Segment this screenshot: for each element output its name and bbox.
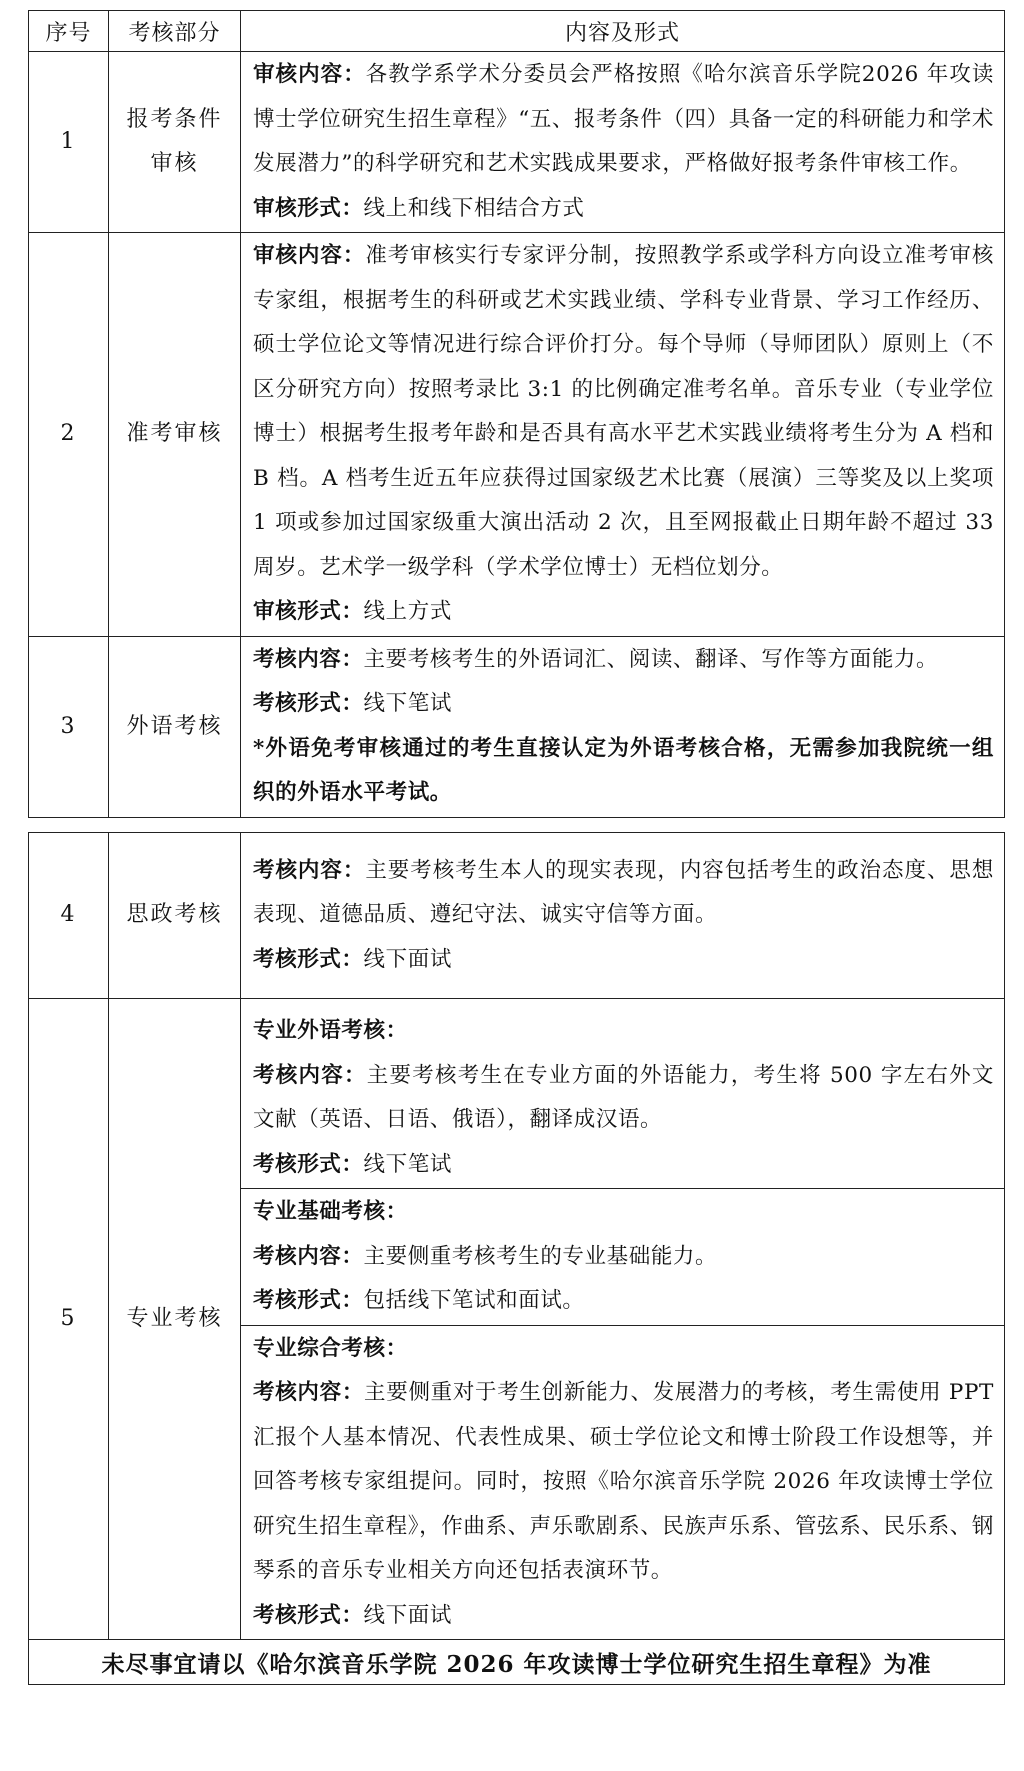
row-part-line: 报考条件: [126, 107, 223, 132]
content-paragraph: [253, 849, 994, 938]
exemption-note: *外语免考审核通过的考生直接认定为外语考核合格，无需参加我院统一组织的外语水平考试。: [253, 735, 994, 805]
row-content: [241, 636, 1005, 817]
content-label: 审核内容：: [253, 243, 366, 268]
row-number: 5: [29, 999, 109, 1640]
header-part: 考核部分: [109, 11, 241, 52]
content-paragraph: [253, 1594, 994, 1639]
table-row: [29, 999, 1005, 1640]
content-text: 主要侧重对于考生创新能力、发展潜力的考核，考生需使用 PPT 汇报个人基本情况、代表性成果、硕士学位论文和博士阶段工作设想等，并回答考核专家组提问。同时，按照《哈尔滨音乐学院 2026 年攻读博士学位研究生招生章程》，作曲系、声乐歌剧系、民族声乐系、管弦系、民乐系、钢琴系的音乐专业相关方向还包括表演环节。: [253, 1380, 994, 1583]
content-label: 考核内容：: [253, 646, 364, 672]
row-number: 2: [29, 233, 109, 637]
content-text: 各教学系学术分委员会严格按照《哈尔滨音乐学院2026 年攻读博士学位研究生招生章程》“五、报考条件（四）具备一定的科研能力和学术发展潜力”的科学研究和艺术实践成果要求，严格做好报考条件审核工作。: [253, 62, 994, 176]
content-label: 审核形式：: [253, 195, 364, 221]
content-paragraph: [253, 53, 994, 187]
row-number: 3: [29, 636, 109, 817]
professional-sections: [241, 999, 1004, 1639]
content-text: 线上和线下相结合方式: [363, 195, 585, 221]
section-title: 专业综合考核：: [253, 1335, 408, 1361]
content-text: 主要侧重考核考生的专业基础能力。: [363, 1243, 718, 1269]
content-text: 主要考核考生的外语词汇、阅读、翻译、写作等方面能力。: [363, 646, 939, 672]
row-number: 1: [29, 52, 109, 233]
row-part: [109, 832, 241, 999]
content-text: 主要考核考生本人的现实表现，内容包括考生的政治态度、思想表现、道德品质、遵纪守法、诚实守信等方面。: [253, 857, 994, 927]
content-text: 包括线下笔试和面试。: [363, 1288, 585, 1313]
section-title: 专业基础考核：: [253, 1199, 408, 1224]
content-label: 审核内容：: [253, 62, 366, 87]
content-label: 考核形式：: [253, 946, 364, 972]
row-part: [109, 999, 241, 1640]
content-text: 线上方式: [363, 599, 452, 624]
content-paragraph: [253, 1235, 994, 1280]
content-paragraph: [253, 590, 994, 635]
row-part-line: 审核: [150, 151, 199, 176]
content-paragraph: [253, 938, 994, 983]
page-gap-cell: [29, 817, 1005, 832]
section-row: [241, 1189, 1004, 1326]
content-paragraph: [253, 234, 994, 590]
section-row: [241, 1325, 1004, 1639]
row-part-line: 准考审核: [126, 421, 223, 447]
row-content: [241, 832, 1005, 999]
content-label: 考核内容：: [253, 1380, 365, 1405]
content-label: 考核形式：: [253, 1151, 364, 1177]
row-content: [241, 52, 1005, 233]
row-content: [241, 233, 1005, 637]
assessment-table-wrapper: [28, 10, 1004, 1685]
content-paragraph: [253, 638, 994, 683]
assessment-table: [28, 10, 1005, 1685]
row-part-line: 外语考核: [126, 713, 223, 739]
content-paragraph: [253, 1279, 994, 1324]
row-part-line: 专业考核: [126, 1306, 223, 1331]
content-paragraph: [253, 1054, 994, 1143]
content-label: 考核形式：: [253, 1288, 364, 1313]
section-cell: [241, 999, 1004, 1189]
content-label: 考核内容：: [253, 1062, 367, 1088]
header-row: [29, 11, 1005, 52]
content-text: 准考审核实行专家评分制，按照教学系或学科方向设立准考审核专家组，根据考生的科研或艺术实践业绩、学科专业背景、学习工作经历、硕士学位论文等情况进行综合评价打分。每个导师（导师团队）原则上（不区分研究方向）按照考录比 3:1 的比例确定准考名单。音乐专业（专业学位博士）根据考生报考年龄和是否具有高水平艺术实践业绩将考生分为 A 档和 B 档。A 档考生近五年应获得过国家级艺术比赛（展演）三等奖及以上奖项 1 项或参加过国家级重大演出活动 2 次，且至网报截止日期年龄不超过 33 周岁。艺术学一级学科（学术学位博士）无档位划分。: [253, 243, 994, 580]
section-row: [241, 999, 1004, 1189]
content-text: 主要考核考生在专业方面的外语能力，考生将 500 字左右外文文献（英语、日语、俄语），翻译成汉语。: [253, 1062, 994, 1132]
content-label: 考核形式：: [253, 691, 364, 716]
content-label: 考核内容：: [253, 1243, 364, 1269]
header-no: 序号: [29, 11, 109, 52]
section-title: 专业外语考核：: [253, 1018, 408, 1043]
footer-note: 未尽事宜请以《哈尔滨音乐学院 2026 年攻读博士学位研究生招生章程》为准: [29, 1640, 1005, 1685]
row-part-line: 思政考核: [126, 902, 223, 928]
row-number: 4: [29, 832, 109, 999]
content-paragraph: [253, 1143, 994, 1188]
content-text: 线下笔试: [363, 1151, 452, 1177]
table-row: [29, 832, 1005, 999]
row-part: [109, 52, 241, 233]
footer-row: [29, 1640, 1005, 1685]
content-text: 线下笔试: [363, 691, 452, 716]
content-label: 考核内容：: [253, 857, 366, 883]
section-cell: [241, 1325, 1004, 1639]
content-paragraph: [253, 1371, 994, 1594]
content-paragraph: [253, 187, 994, 232]
row-content-sections: [241, 999, 1005, 1640]
content-text: 线下面试: [363, 1602, 452, 1628]
content-paragraph: [253, 682, 994, 727]
row-part: [109, 233, 241, 637]
section-cell: [241, 1189, 1004, 1326]
content-text: 线下面试: [363, 946, 452, 972]
page-gap: [29, 817, 1005, 832]
table-row: [29, 233, 1005, 637]
table-row: [29, 52, 1005, 233]
content-label: 审核形式：: [253, 599, 364, 624]
table-row: [29, 636, 1005, 817]
row-part: [109, 636, 241, 817]
header-content: 内容及形式: [241, 11, 1005, 52]
content-label: 考核形式：: [253, 1602, 364, 1628]
